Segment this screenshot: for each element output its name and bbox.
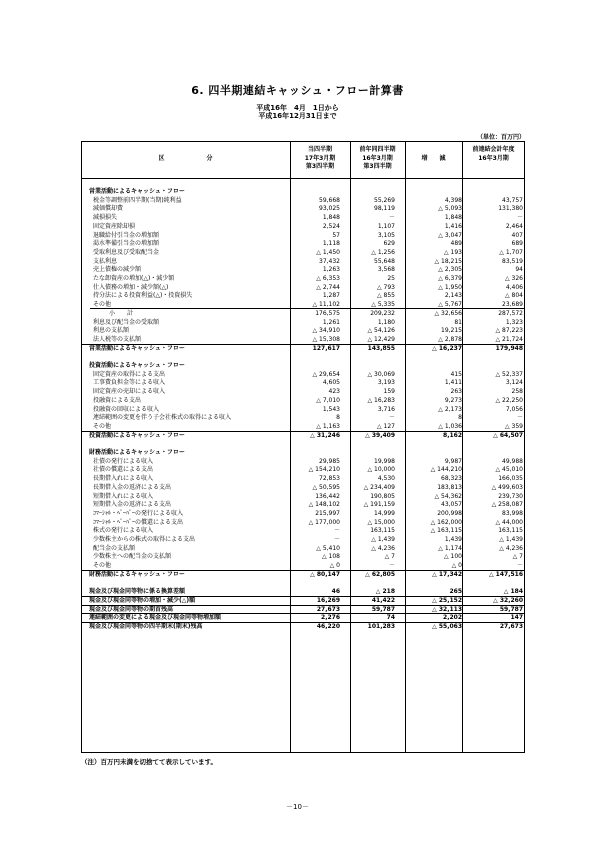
- table-row: [81, 622, 525, 631]
- row-label: 仕入債務の増加・減少額(△): [93, 283, 169, 291]
- row-value: 190,805: [370, 492, 395, 500]
- row-value: △ 32,656: [434, 309, 462, 317]
- row-value: 1,263: [322, 266, 340, 274]
- row-value: 4,398: [444, 196, 462, 204]
- row-value: 101,283: [367, 623, 395, 630]
- row-value: △ 127: [377, 422, 395, 430]
- row-value: －: [333, 536, 340, 543]
- row-label: ｺﾏｰｼｬﾙ・ﾍﾟｰﾊﾟｰの償還による支出: [93, 518, 184, 526]
- row-value: △ 2,305: [438, 266, 462, 274]
- row-value: △ 1,439: [499, 536, 523, 543]
- row-value: 136,442: [315, 492, 340, 500]
- table-row: [81, 187, 525, 196]
- row-value: 1,107: [377, 222, 395, 230]
- row-label: 減損損失: [93, 214, 118, 222]
- row-value: 59,668: [319, 196, 340, 204]
- row-value: △ 15,308: [312, 335, 340, 343]
- row-label: 工事費負担金等による収入: [93, 379, 166, 387]
- table-row: [81, 439, 525, 448]
- row-value: 263: [450, 388, 462, 396]
- row-value: 55,648: [374, 257, 395, 265]
- row-label: 現金及び現金同等物の増加・減少(△)額: [89, 596, 196, 604]
- table-row: [81, 196, 525, 205]
- row-label: たな卸資産の増加(△)・減少額: [93, 275, 175, 282]
- row-label: その他: [93, 422, 112, 430]
- row-value: 2,202: [443, 614, 462, 622]
- table-row: [81, 370, 525, 379]
- row-value: 8,162: [443, 431, 462, 439]
- row-value: △ 154,210: [308, 466, 340, 474]
- table-row: [81, 579, 525, 588]
- row-label: ｺﾏｰｼｬﾙ・ﾍﾟｰﾊﾟｰの発行による収入: [93, 509, 184, 517]
- row-value: 176,575: [315, 309, 340, 317]
- row-value: △ 30,069: [367, 370, 395, 378]
- row-value: △ 5,410: [316, 544, 340, 552]
- row-value: △ 55,063: [432, 623, 462, 630]
- row-value: △ 1,707: [499, 248, 523, 256]
- row-value: △ 0: [451, 562, 462, 570]
- row-value: △ 2,173: [438, 405, 462, 413]
- table-row: [81, 570, 525, 579]
- table-row: [81, 213, 525, 222]
- row-value: △ 6,379: [438, 275, 462, 282]
- row-value: 8: [336, 414, 340, 422]
- row-label: 長期借入れによる収入: [93, 475, 154, 483]
- row-value: 14,999: [374, 509, 395, 517]
- table-row: [81, 352, 525, 361]
- row-value: 41,422: [371, 596, 395, 604]
- row-value: △ 11,102: [312, 301, 340, 309]
- row-value: 4,605: [322, 379, 340, 387]
- table-row: [81, 291, 525, 300]
- row-value: △ 2,744: [316, 283, 340, 291]
- row-value: 1,543: [322, 405, 340, 413]
- row-value: 1,848: [322, 214, 340, 222]
- row-value: 37,432: [319, 257, 340, 265]
- row-label: 受取利息及び受取配当金: [93, 248, 160, 256]
- row-value: 415: [450, 370, 462, 378]
- row-value: 59,787: [499, 605, 523, 613]
- row-value: －: [388, 414, 395, 422]
- table-row: [81, 561, 525, 570]
- row-value: 46: [331, 588, 340, 596]
- row-value: 94: [515, 266, 523, 274]
- row-value: 25: [387, 275, 395, 282]
- row-value: △ 52,337: [495, 370, 523, 378]
- row-value: 3,716: [377, 405, 395, 413]
- row-value: △ 177,000: [308, 518, 340, 526]
- row-value: △ 34,910: [312, 327, 340, 335]
- row-value: 1,118: [322, 240, 340, 248]
- row-label: 法人税等の支払額: [93, 335, 142, 343]
- row-value: 43,057: [441, 501, 462, 509]
- row-value: △ 4,236: [499, 544, 523, 552]
- row-value: 159: [383, 388, 395, 396]
- row-value: 1,416: [444, 222, 462, 230]
- row-value: △ 18,215: [434, 257, 462, 265]
- row-value: 7,056: [505, 405, 523, 413]
- table-row: [81, 587, 525, 596]
- row-value: △ 855: [377, 292, 395, 300]
- table-row: [81, 500, 525, 509]
- row-value: △ 17,342: [432, 570, 462, 578]
- table-row: [81, 361, 525, 370]
- row-value: 127,617: [312, 344, 340, 352]
- table-row: [81, 422, 525, 431]
- row-value: 239,730: [498, 492, 523, 500]
- header-fy: 前連結会計年度 16年3月期: [472, 146, 515, 162]
- row-value: △ 10,000: [367, 466, 395, 474]
- row-label: 連結範囲の変更を伴う子会社株式の取得による収入: [93, 414, 232, 422]
- row-value: △ 326: [505, 275, 523, 282]
- row-value: 81: [454, 318, 462, 326]
- row-value: 1,323: [505, 318, 523, 326]
- row-value: 2,276: [321, 614, 340, 622]
- row-value: 98,119: [374, 205, 395, 213]
- row-value: 209,232: [370, 309, 395, 317]
- row-label: 利息及び配当金の受取額: [93, 318, 160, 326]
- row-value: 23,689: [502, 301, 523, 309]
- table-row: [81, 465, 525, 474]
- row-value: 2,524: [322, 222, 340, 230]
- row-value: 4,406: [505, 283, 523, 291]
- row-value: 1,287: [322, 292, 340, 300]
- row-value: △ 50,595: [312, 483, 340, 491]
- row-label: 現金及び現金同等物の期首残高: [89, 605, 174, 613]
- row-value: △ 39,409: [365, 431, 395, 439]
- row-value: 423: [328, 388, 340, 396]
- row-value: －: [333, 527, 340, 535]
- row-value: 46,220: [316, 623, 340, 630]
- row-value: △ 7,010: [316, 396, 340, 404]
- row-value: △ 7: [512, 553, 523, 561]
- table-row: [81, 309, 525, 318]
- header-change: 増 減: [421, 155, 446, 162]
- row-value: △ 1,950: [438, 283, 462, 291]
- row-label: 株式の発行による収入: [93, 527, 154, 535]
- row-value: △ 359: [505, 422, 523, 430]
- row-value: 2,143: [444, 292, 462, 300]
- row-label: その他: [93, 301, 112, 309]
- row-value: △ 54,126: [367, 327, 395, 335]
- row-value: 83,519: [502, 257, 523, 265]
- table-row: [81, 457, 525, 466]
- row-value: 4,530: [377, 475, 395, 483]
- row-value: △ 191,159: [363, 501, 395, 509]
- row-value: 43,757: [502, 196, 523, 204]
- row-value: △ 1,256: [371, 248, 395, 256]
- period-start: 平成16年 4月 1日から: [256, 104, 339, 112]
- row-value: 27,673: [316, 605, 340, 613]
- table-row: [81, 265, 525, 274]
- row-label: 現金及び現金同等物に係る換算差額: [89, 588, 186, 596]
- table-row: [81, 335, 525, 344]
- row-value: △ 31,246: [310, 431, 340, 439]
- row-value: 1,848: [444, 214, 462, 222]
- row-value: 1,261: [322, 318, 340, 326]
- table-row: [81, 492, 525, 501]
- row-value: 93,025: [319, 205, 340, 213]
- row-label: 固定資産の取得による支出: [93, 370, 166, 378]
- row-label: 連結範囲の変更による現金及び現金同等物増加額: [89, 614, 222, 622]
- row-value: △ 793: [377, 283, 395, 291]
- row-value: △ 12,429: [367, 335, 395, 343]
- row-value: 19,998: [374, 457, 395, 465]
- row-value: 68,323: [441, 475, 462, 483]
- table-row: [81, 326, 525, 335]
- row-value: －: [516, 562, 523, 570]
- row-value: △ 258,087: [491, 501, 523, 509]
- row-value: △ 62,805: [365, 570, 395, 578]
- row-value: 49,988: [502, 457, 523, 465]
- row-value: △ 218: [375, 588, 395, 596]
- table-row: [81, 231, 525, 240]
- row-value: △ 64,507: [493, 431, 523, 439]
- row-value: 287,572: [498, 309, 523, 317]
- row-value: △ 5,767: [438, 301, 462, 309]
- table-row: [81, 405, 525, 414]
- row-label: 支払利息: [93, 257, 118, 265]
- row-value: △ 147,516: [488, 570, 523, 578]
- page-title: 6. 四半期連結キャッシュ・フロー計算書: [191, 84, 404, 97]
- header-divider: [81, 178, 525, 179]
- row-label: 渇水準備引当金の増加額: [93, 240, 160, 248]
- table-row: [81, 257, 525, 266]
- row-label: 少数株主からの株式の取得による支出: [93, 536, 196, 543]
- row-label: 退職給付引当金の増加額: [93, 231, 160, 239]
- table-row: [81, 596, 525, 605]
- row-value: △ 1,036: [438, 422, 462, 430]
- row-value: △ 3,047: [438, 231, 462, 239]
- row-label: 長期借入金の返済による支出: [93, 483, 172, 491]
- row-value: 265: [449, 588, 462, 596]
- row-value: 183,813: [437, 483, 462, 491]
- table-row: [81, 283, 525, 292]
- row-value: 16,269: [316, 596, 340, 604]
- row-value: △ 15,000: [367, 518, 395, 526]
- row-value: 1,439: [444, 536, 462, 543]
- row-label: 社債の償還による支出: [93, 466, 154, 474]
- row-value: △ 44,000: [495, 518, 523, 526]
- row-value: 57: [332, 231, 340, 239]
- row-value: 147: [510, 614, 523, 622]
- row-value: △ 804: [505, 292, 523, 300]
- table-row: [81, 387, 525, 396]
- row-label: 少数株主への配当金の支払額: [93, 553, 172, 561]
- row-value: △ 4,236: [371, 544, 395, 552]
- row-label: 売上債権の減少額: [93, 266, 142, 274]
- row-value: 3,124: [505, 379, 523, 387]
- page-number: －10－: [286, 803, 309, 811]
- row-value: 2,464: [505, 222, 523, 230]
- row-value: △ 54,362: [434, 492, 462, 500]
- row-value: 179,948: [495, 344, 523, 352]
- row-label: 財務活動によるキャッシュ・フロー: [89, 449, 185, 456]
- row-value: 72,853: [319, 475, 340, 483]
- row-value: 3,568: [377, 266, 395, 274]
- row-label: 持分法による投資利益(△)・投資損失: [93, 292, 193, 300]
- row-label: 投資活動によるキャッシュ・フロー: [89, 362, 185, 369]
- row-value: 27,673: [499, 623, 523, 630]
- table-row: [81, 378, 525, 387]
- row-value: 215,997: [315, 509, 340, 517]
- row-value: △ 184: [503, 588, 523, 596]
- footnote: （注）百万円未満を切捨てて表示しています。: [81, 758, 217, 766]
- row-value: △ 21,724: [495, 335, 523, 343]
- row-value: －: [516, 414, 523, 422]
- row-label: その他: [93, 562, 112, 570]
- table-row: [81, 613, 525, 622]
- header-category: 区 分: [158, 155, 213, 162]
- row-value: △ 499,603: [491, 483, 523, 491]
- row-label: 税金等調整前四半期(当期)純利益: [93, 196, 182, 204]
- row-value: 74: [386, 614, 395, 622]
- row-value: △ 32,260: [493, 596, 523, 604]
- row-value: △ 148,102: [308, 501, 340, 509]
- row-label: 投資活動によるキャッシュ・フロー: [89, 431, 185, 439]
- row-value: △ 29,654: [312, 370, 340, 378]
- row-value: 55,269: [374, 196, 395, 204]
- row-value: △ 162,000: [430, 518, 462, 526]
- row-label: 固定資産の売却による収入: [93, 388, 166, 396]
- row-value: 1,411: [444, 379, 462, 387]
- row-value: △ 32,113: [432, 605, 462, 613]
- unit-label: （単位：百万円）: [476, 134, 525, 141]
- table-row: [81, 483, 525, 492]
- row-value: △ 2,878: [438, 335, 462, 343]
- row-value: 3,105: [377, 231, 395, 239]
- row-value: △ 1,163: [316, 422, 340, 430]
- row-value: △ 1,450: [316, 248, 340, 256]
- table-row: [81, 431, 525, 440]
- row-value: 689: [511, 240, 523, 248]
- table-row: [81, 544, 525, 553]
- row-value: △ 25,152: [432, 596, 462, 604]
- row-value: 200,998: [437, 509, 462, 517]
- table-row: [81, 318, 525, 327]
- row-label: 営業活動によるキャッシュ・フロー: [89, 344, 185, 352]
- row-value: △ 108: [322, 553, 340, 561]
- row-value: △ 80,147: [310, 570, 340, 578]
- row-value: 166,035: [498, 475, 523, 483]
- row-value: 29,985: [319, 457, 340, 465]
- row-value: 489: [450, 240, 462, 248]
- header-current: 当四半期 17年3月期 第3四半期: [304, 146, 336, 170]
- table-row: [81, 204, 525, 213]
- row-value: 163,115: [370, 527, 395, 535]
- row-label: 投融資による支出: [93, 396, 142, 404]
- row-label: 社債の発行による収入: [93, 457, 154, 465]
- table-row: [81, 344, 525, 353]
- row-value: △ 234,409: [363, 483, 395, 491]
- table-row: [81, 274, 525, 283]
- table-row: [81, 552, 525, 561]
- row-value: 1,180: [377, 318, 395, 326]
- table-row: [81, 239, 525, 248]
- row-value: △ 1,174: [438, 544, 462, 552]
- table-row: [81, 448, 525, 457]
- row-label: 固定資産除却損: [93, 222, 136, 230]
- row-value: △ 1,439: [371, 536, 395, 543]
- row-label: 小 計: [109, 309, 134, 317]
- row-value: 59,787: [371, 605, 395, 613]
- row-label: 短期借入金の返済による支出: [93, 501, 172, 509]
- period-end: 平成16年12月31日まで: [258, 112, 337, 120]
- row-value: △ 16,283: [367, 396, 395, 404]
- row-value: △ 87,223: [495, 327, 523, 335]
- row-value: 131,380: [498, 205, 523, 213]
- row-value: 258: [511, 388, 523, 396]
- table-row: [81, 300, 525, 309]
- table-row: [81, 396, 525, 405]
- row-label: 短期借入れによる収入: [93, 492, 154, 500]
- row-value: △ 6,353: [316, 275, 340, 282]
- table-row: [81, 413, 525, 422]
- row-value: 9,273: [444, 396, 462, 404]
- table-row: [81, 535, 525, 544]
- row-value: △ 5,335: [371, 301, 395, 309]
- row-value: －: [388, 562, 395, 570]
- row-value: △ 5,093: [438, 205, 462, 213]
- row-value: △ 16,237: [432, 344, 462, 352]
- row-value: 143,855: [367, 344, 395, 352]
- row-value: 8: [458, 414, 462, 422]
- row-value: 163,115: [498, 527, 523, 535]
- table-row: [81, 605, 525, 614]
- row-label: 投融資の回収による収入: [93, 405, 160, 413]
- table-row: [81, 518, 525, 527]
- row-value: 3,193: [377, 379, 395, 387]
- table-row: [81, 248, 525, 257]
- row-label: 営業活動によるキャッシュ・フロー: [89, 188, 185, 195]
- row-value: △ 45,010: [495, 466, 523, 474]
- table-row: [81, 509, 525, 518]
- row-value: 9,987: [444, 457, 462, 465]
- row-value: △ 100: [444, 553, 462, 561]
- row-value: △ 163,115: [430, 527, 462, 535]
- table-row: [81, 474, 525, 483]
- row-value: △ 144,210: [430, 466, 462, 474]
- row-value: △ 7: [384, 553, 395, 561]
- table-row: [81, 526, 525, 535]
- row-value: △ 193: [444, 248, 462, 256]
- header-prior: 前年同四半期 16年3月期 第3四半期: [359, 146, 396, 170]
- row-value: －: [516, 214, 523, 222]
- row-value: 407: [511, 231, 523, 239]
- row-value: △ 0: [329, 562, 340, 570]
- row-label: 減価償却費: [93, 205, 124, 213]
- row-value: 19,215: [441, 327, 462, 335]
- row-value: －: [388, 214, 395, 222]
- row-value: 629: [383, 240, 395, 248]
- table-row: [81, 222, 525, 231]
- row-label: 財務活動によるキャッシュ・フロー: [89, 570, 185, 578]
- row-label: 利息の支払額: [93, 327, 130, 335]
- row-label: 配当金の支払額: [93, 544, 136, 552]
- row-label: 現金及び現金同等物の四半期末(期末)残高: [89, 623, 203, 630]
- row-value: △ 22,250: [495, 396, 523, 404]
- row-value: 83,998: [502, 509, 523, 517]
